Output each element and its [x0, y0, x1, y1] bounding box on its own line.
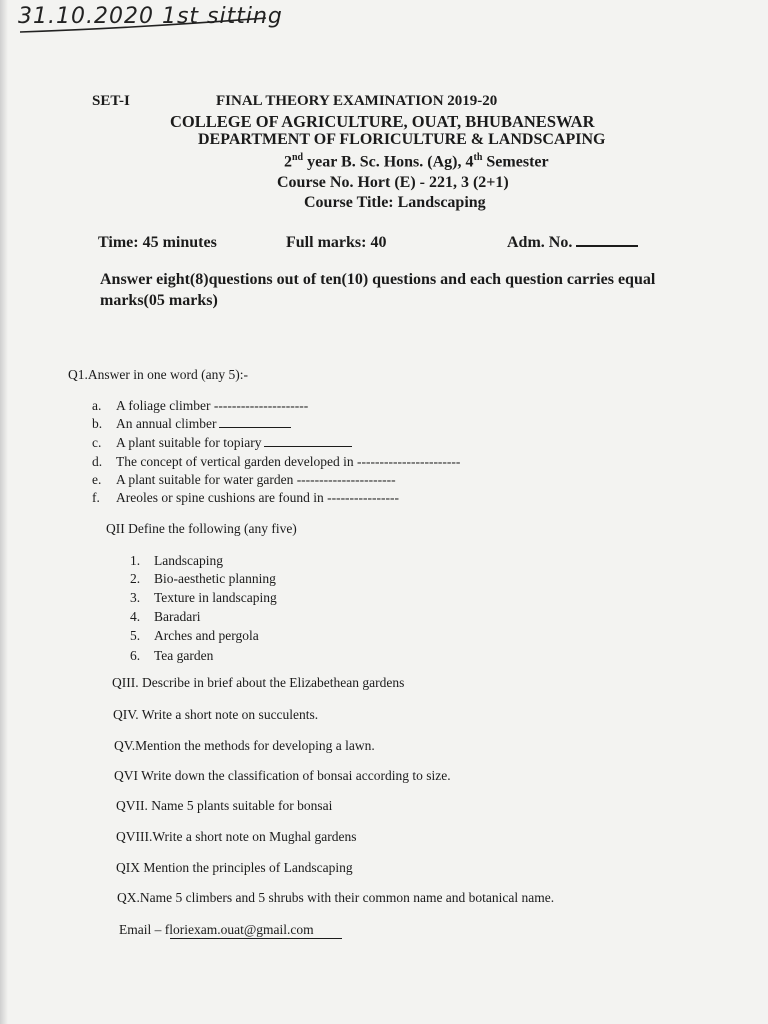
question-7: QVII. Name 5 plants suitable for bonsai — [116, 798, 333, 813]
q2-item-number: 3. — [130, 590, 141, 605]
admission-number — [507, 234, 638, 252]
q2-item-text: Landscaping — [154, 553, 223, 568]
q2-item-number: 5. — [130, 628, 141, 643]
course-title: Course Title: Landscaping — [304, 194, 486, 211]
instructions: Answer eight(8)questions out of ten(10) questions and each question carries equal marks(05 marks) — [100, 271, 656, 309]
q1-item-marker: c. — [92, 435, 102, 450]
q1-item-marker: f. — [92, 490, 100, 505]
admission-number-blank — [576, 245, 638, 247]
college-name: COLLEGE OF AGRICULTURE, OUAT, BHUBANESWAR — [170, 112, 595, 131]
q2-item-text: Baradari — [154, 609, 201, 624]
question-3: QIII. Describe in brief about the Elizabethean gardens — [112, 675, 405, 690]
year-number: 2 — [284, 153, 292, 171]
year-text: year B. Sc. Hons. (Ag), 4 — [303, 153, 474, 171]
q2-item-number: 1. — [130, 553, 141, 568]
course-number: Course No. Hort (E) - 221, 3 (2+1) — [277, 174, 509, 191]
q1-item-text: An annual climber — [116, 416, 217, 431]
q1-item-marker: d. — [92, 454, 103, 469]
q1-item-marker: e. — [92, 472, 102, 487]
question-5: QV.Mention the methods for developing a lawn. — [114, 738, 375, 753]
q1-item-text: A plant suitable for water garden ---------------------- — [116, 472, 396, 487]
q1-item-marker: b. — [92, 416, 103, 431]
page-edge — [0, 0, 8, 1024]
handwritten-underline — [18, 2, 268, 38]
question-10: QX.Name 5 climbers and 5 shrubs with their common name and botanical name. — [117, 890, 555, 905]
q2-item-text: Texture in landscaping — [154, 590, 277, 605]
q2-item-text: Bio-aesthetic planning — [154, 571, 276, 586]
department-name: DEPARTMENT OF FLORICULTURE & LANDSCAPING — [198, 131, 606, 148]
contact-email: Email – floriexam.ouat@gmail.com — [119, 922, 314, 937]
question-8: QVIII.Write a short note on Mughal gardens — [116, 829, 357, 844]
q1-item-text-wrap — [116, 435, 352, 451]
q1-item-text-wrap — [116, 416, 291, 432]
q2-item-number: 2. — [130, 571, 141, 586]
semester-suffix: th — [473, 152, 483, 163]
question-4: QIV. Write a short note on succulents. — [113, 707, 319, 722]
handwritten-note — [18, 2, 283, 38]
semester-text: Semester — [482, 153, 549, 171]
year-suffix: nd — [292, 152, 304, 163]
q2-item-number: 6. — [130, 648, 141, 663]
question-6: QVI Write down the classification of bonsai according to size. — [114, 768, 451, 783]
time-allowed: Time: 45 minutes — [98, 234, 217, 251]
q1-item-text: A plant suitable for topiary — [116, 435, 262, 450]
q2-item-text: Tea garden — [154, 648, 214, 663]
q1-item-text: Areoles or spine cushions are found in ---------------- — [116, 490, 400, 505]
q2-item-text: Arches and pergola — [154, 628, 259, 643]
question-9: QIX Mention the principles of Landscaping — [116, 860, 353, 875]
q1-item-marker: a. — [92, 398, 102, 413]
full-marks: Full marks: 40 — [286, 234, 387, 251]
q2-item-number: 4. — [130, 609, 141, 624]
q1-item-text: The concept of vertical garden developed in ----------------------- — [116, 454, 461, 469]
email-underline — [170, 938, 342, 939]
q2-title: QII Define the following (any five) — [106, 521, 297, 536]
q1-title: Q1.Answer in one word (any 5):- — [68, 367, 248, 382]
handwritten-date-text: 31.10.2020 1st sitting — [18, 4, 283, 29]
year-semester — [284, 152, 549, 171]
set-label: SET-I — [92, 93, 130, 109]
exam-title: FINAL THEORY EXAMINATION 2019-20 — [216, 93, 498, 109]
answer-blank — [264, 437, 352, 447]
q1-item-text: A foliage climber --------------------- — [116, 398, 309, 413]
answer-blank — [219, 418, 291, 428]
admission-number-label: Adm. No. — [507, 234, 573, 251]
